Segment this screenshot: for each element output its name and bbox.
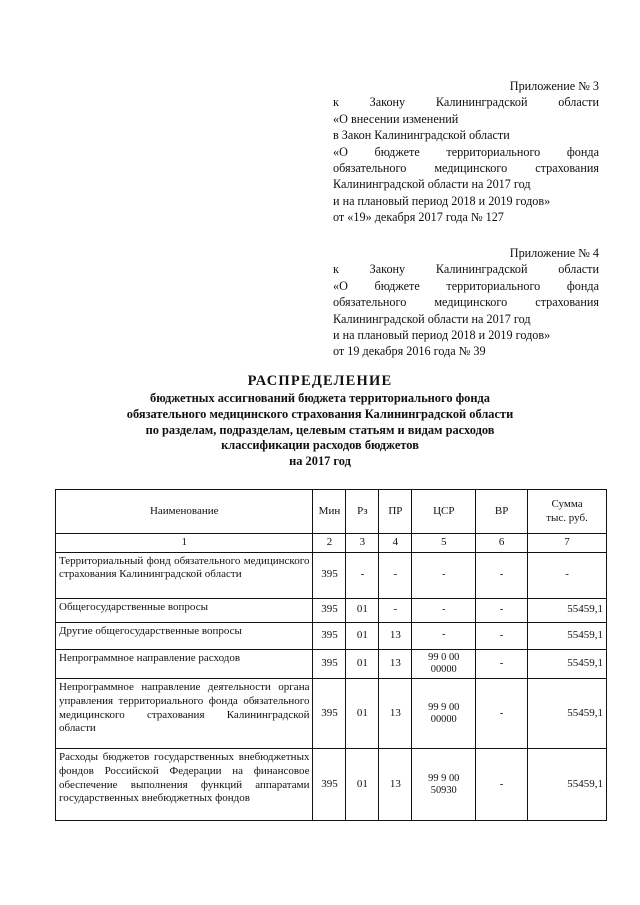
column-number: 6 bbox=[476, 534, 528, 553]
heading-line: обязательного медицинского страхования Калининградской области bbox=[126, 406, 514, 421]
row-rz: 01 bbox=[346, 598, 379, 622]
row-vr: - bbox=[476, 598, 528, 622]
appendix-4-line: и на плановый период 2018 и 2019 годов» bbox=[333, 328, 551, 343]
row-csr bbox=[412, 622, 476, 649]
row-pr: 13 bbox=[379, 749, 412, 821]
row-min: 395 bbox=[313, 649, 346, 679]
column-number: 5 bbox=[412, 534, 476, 553]
appendix-3-line: «О внесении изменений bbox=[333, 111, 459, 126]
budget-table bbox=[55, 489, 607, 821]
row-sum: 55459,1 bbox=[528, 749, 607, 821]
appendix-3-title: Приложение № 3 bbox=[509, 79, 599, 93]
row-csr bbox=[412, 679, 476, 749]
row-csr-part2: 50930 bbox=[430, 784, 457, 796]
row-min: 395 bbox=[313, 598, 346, 622]
header-pr: ПР bbox=[379, 490, 412, 534]
row-csr-part2: 00000 bbox=[430, 713, 457, 725]
appendix-4-line: обязательного медицинского страхования bbox=[333, 295, 599, 310]
header-sum-line2: тыс. руб. bbox=[546, 511, 588, 524]
row-min: 395 bbox=[313, 622, 346, 649]
header-sum-line1: Сумма bbox=[551, 497, 583, 510]
row-sum: - bbox=[528, 552, 607, 598]
appendix-4-line: к Закону Калининградской области bbox=[333, 262, 599, 277]
heading-line: бюджетных ассигнований бюджета территориального фонда bbox=[150, 391, 490, 405]
appendix-4-line: от 19 декабря 2016 года № 39 bbox=[333, 344, 486, 359]
row-rz: 01 bbox=[346, 622, 379, 649]
row-vr: - bbox=[476, 679, 528, 749]
appendix-4-block bbox=[333, 245, 599, 360]
table-row bbox=[56, 622, 607, 649]
header-name: Наименование bbox=[56, 490, 313, 534]
header-csr: ЦСР bbox=[412, 490, 476, 534]
appendix-4-title: Приложение № 4 bbox=[509, 246, 599, 260]
appendix-4-line: Калининградской области на 2017 год bbox=[333, 311, 531, 326]
row-pr: 13 bbox=[379, 649, 412, 679]
table-row bbox=[56, 649, 607, 679]
row-name: Непрограммное направление деятельности органа управления территориального фонда обязательного медицинского страхования Калининградской области bbox=[56, 679, 313, 749]
row-csr-part2: 00000 bbox=[430, 664, 457, 675]
row-sum: 55459,1 bbox=[528, 598, 607, 622]
row-sum: 55459,1 bbox=[528, 679, 607, 749]
row-name: Расходы бюджетов государственных внебюджетных фондов Российской Федерации на финансовое обеспечение выполнения функций аппаратами государственных внебюджетных фондов bbox=[56, 749, 313, 821]
table-header-row bbox=[56, 490, 607, 534]
header-min: Мин bbox=[313, 490, 346, 534]
row-csr bbox=[412, 749, 476, 821]
appendix-3-block bbox=[333, 78, 599, 226]
appendix-3-line: от «19» декабря 2017 года № 127 bbox=[333, 210, 504, 225]
row-pr: - bbox=[379, 598, 412, 622]
row-csr-part1: 99 0 00 bbox=[428, 651, 460, 663]
row-sum: 55459,1 bbox=[528, 622, 607, 649]
row-csr bbox=[412, 649, 476, 679]
row-vr: - bbox=[476, 552, 528, 598]
row-csr-part1: 99 9 00 bbox=[428, 772, 460, 784]
table-row bbox=[56, 679, 607, 749]
column-number: 1 bbox=[56, 534, 313, 553]
row-rz: 01 bbox=[346, 749, 379, 821]
appendix-3-line: и на плановый период 2018 и 2019 годов» bbox=[333, 193, 551, 208]
row-csr bbox=[412, 552, 476, 598]
appendix-3-line: к Закону Калининградской области bbox=[333, 95, 599, 110]
row-pr: - bbox=[379, 552, 412, 598]
header-sum bbox=[528, 490, 607, 534]
heading-line: на 2017 год bbox=[289, 454, 351, 469]
row-name: Непрограммное направление расходов bbox=[56, 649, 313, 679]
column-number: 3 bbox=[346, 534, 379, 553]
appendix-4-line: «О бюджете территориального фонда bbox=[333, 278, 599, 293]
table-row bbox=[56, 598, 607, 622]
row-csr-part1: - bbox=[442, 603, 446, 615]
row-pr: 13 bbox=[379, 622, 412, 649]
header-vr: ВР bbox=[476, 490, 528, 534]
appendix-3-line: Калининградской области на 2017 год bbox=[333, 177, 531, 192]
row-vr: - bbox=[476, 622, 528, 649]
header-rz: Рз bbox=[346, 490, 379, 534]
row-name: Общегосударственные вопросы bbox=[56, 598, 313, 622]
row-csr bbox=[412, 598, 476, 622]
row-min: 395 bbox=[313, 679, 346, 749]
table-row bbox=[56, 552, 607, 598]
column-number: 4 bbox=[379, 534, 412, 553]
heading-title: РАСПРЕДЕЛЕНИЕ bbox=[247, 373, 393, 389]
appendix-3-line: «О бюджете территориального фонда bbox=[333, 144, 599, 159]
row-vr: - bbox=[476, 649, 528, 679]
row-rz: - bbox=[346, 552, 379, 598]
heading-line: по разделам, подразделам, целевым статьям и видам расходов bbox=[145, 422, 495, 437]
appendix-3-line: в Закон Калининградской области bbox=[333, 128, 510, 143]
row-csr-part1: - bbox=[442, 568, 446, 580]
column-number: 2 bbox=[313, 534, 346, 553]
row-csr-part1: 99 9 00 bbox=[428, 701, 460, 713]
appendix-3-line: обязательного медицинского страхования bbox=[333, 161, 599, 176]
row-rz: 01 bbox=[346, 649, 379, 679]
row-name: Территориальный фонд обязательного медицинского страхования Калининградской области bbox=[56, 552, 313, 598]
column-number-row bbox=[56, 534, 607, 553]
row-vr: - bbox=[476, 749, 528, 821]
row-csr-part1: - bbox=[442, 629, 446, 641]
column-number: 7 bbox=[528, 534, 607, 553]
row-sum: 55459,1 bbox=[528, 649, 607, 679]
row-min: 395 bbox=[313, 552, 346, 598]
row-min: 395 bbox=[313, 749, 346, 821]
table-row bbox=[56, 749, 607, 821]
document-heading bbox=[0, 372, 640, 470]
heading-line: классификации расходов бюджетов bbox=[221, 438, 419, 453]
row-pr: 13 bbox=[379, 679, 412, 749]
row-rz: 01 bbox=[346, 679, 379, 749]
row-name: Другие общегосударственные вопросы bbox=[56, 622, 313, 649]
